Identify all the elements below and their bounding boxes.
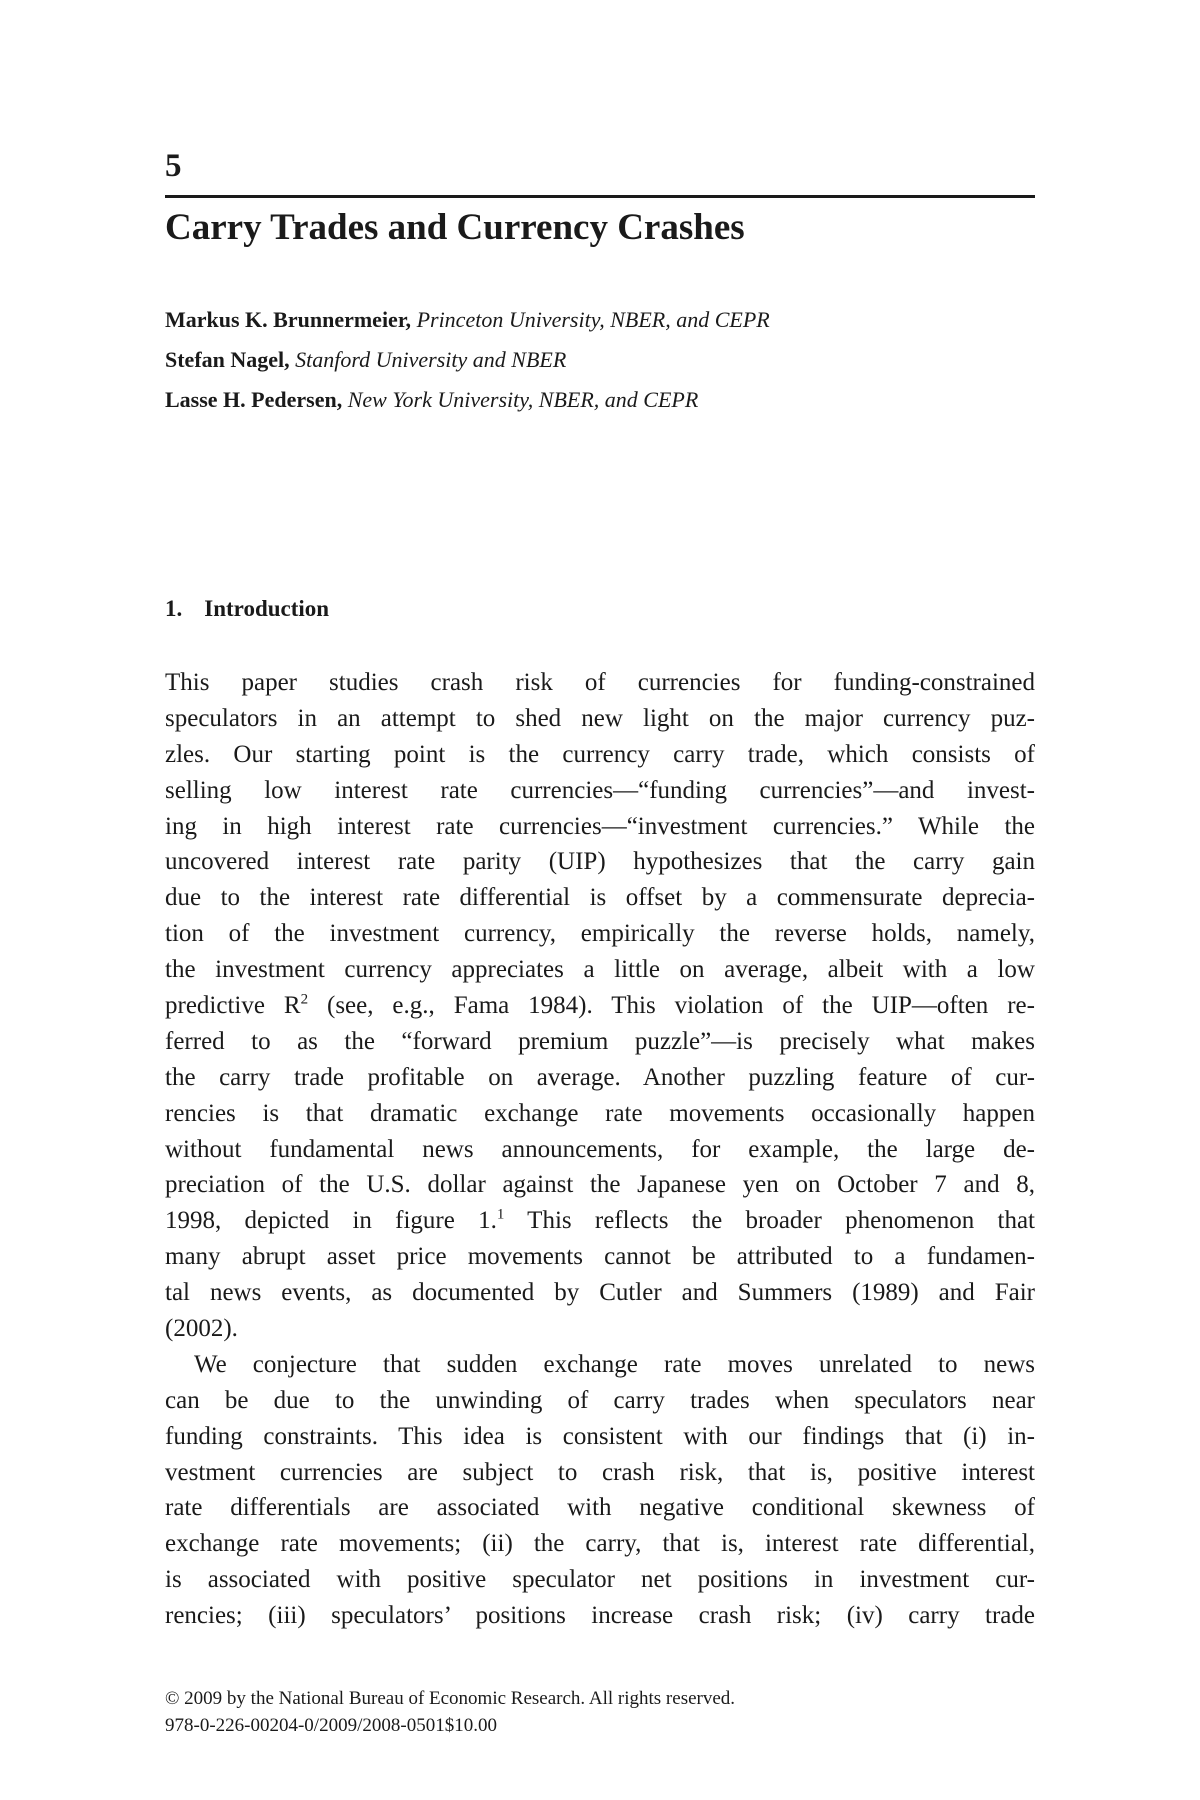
text-line: speculators in an attempt to shed new light on the major currency puz- bbox=[165, 704, 1035, 732]
text-fragment: This reflects the broader phenomenon that bbox=[504, 1207, 1035, 1235]
text-line: preciation of the U.S. dollar against the Japanese yen on October 7 and 8, bbox=[165, 1171, 1035, 1199]
text-line: This paper studies crash risk of currencies for funding-constrained bbox=[165, 669, 1035, 696]
author-name: Stefan Nagel, bbox=[165, 347, 290, 372]
text-line: many abrupt asset price movements cannot be attributed to a fundamen- bbox=[165, 1243, 1035, 1271]
text-line: the carry trade profitable on average. Another puzzling feature of cur- bbox=[165, 1063, 1035, 1091]
text-line bbox=[165, 988, 1035, 1024]
text-line: We conjecture that sudden exchange rate moves unrelated to news bbox=[194, 1350, 1035, 1378]
copyright-notice: © 2009 by the National Bureau of Economic Research. All rights reserved. bbox=[165, 1688, 736, 1709]
author-name: Markus K. Brunnermeier, bbox=[165, 307, 412, 332]
author-affiliation: New York University, NBER, and CEPR bbox=[347, 387, 699, 412]
text-line: uncovered interest rate parity (UIP) hypothesizes that the carry gain bbox=[165, 848, 1035, 876]
text-line: zles. Our starting point is the currency carry trade, which consists of bbox=[165, 740, 1035, 768]
isbn-line: 978-0-226-00204-0/2009/2008-0501$10.00 bbox=[165, 1715, 497, 1736]
text-line: rencies is that dramatic exchange rate movements occasionally happen bbox=[165, 1099, 1035, 1127]
chapter-title: Carry Trades and Currency Crashes bbox=[165, 207, 745, 248]
section-heading bbox=[165, 596, 329, 622]
text-fragment: 1998, depicted in figure 1. bbox=[165, 1207, 497, 1235]
text-line: exchange rate movements; (ii) the carry, that is, interest rate differential, bbox=[165, 1530, 1035, 1558]
author-list bbox=[165, 300, 1035, 420]
book-page bbox=[165, 0, 1035, 1800]
section-title: Introduction bbox=[204, 596, 330, 621]
text-line: ferred to as the “forward premium puzzle”—is precisely what makes bbox=[165, 1027, 1035, 1055]
body-text bbox=[165, 665, 1035, 1634]
text-line: rate differentials are associated with negative conditional skewness of bbox=[165, 1494, 1035, 1522]
text-line: vestment currencies are subject to crash risk, that is, positive interest bbox=[165, 1458, 1035, 1486]
author-entry bbox=[165, 340, 1035, 380]
text-line: can be due to the unwinding of carry trades when speculators near bbox=[165, 1386, 1035, 1414]
text-line: rencies; (iii) speculators’ positions increase crash risk; (iv) carry trade bbox=[165, 1602, 1035, 1630]
footnote-marker[interactable]: 1 bbox=[496, 1207, 505, 1224]
text-line: tal news events, as documented by Cutler and Summers (1989) and Fair bbox=[165, 1279, 1035, 1307]
text-line: without fundamental news announcements, for example, the large de- bbox=[165, 1135, 1035, 1163]
section-number: 1. bbox=[165, 596, 183, 621]
text-line: is associated with positive speculator net positions in investment cur- bbox=[165, 1566, 1035, 1594]
text-line: ing in high interest rate currencies—“investment currencies.” While the bbox=[165, 812, 1035, 840]
author-entry bbox=[165, 300, 1035, 340]
author-name: Lasse H. Pedersen, bbox=[165, 387, 343, 412]
page-footer bbox=[165, 1685, 1035, 1739]
author-affiliation: Princeton University, NBER, and CEPR bbox=[416, 307, 770, 332]
author-affiliation: Stanford University and NBER bbox=[295, 347, 567, 372]
paragraph-1 bbox=[165, 665, 1035, 1347]
superscript-exponent: 2 bbox=[300, 991, 309, 1008]
text-line: selling low interest rate currencies—“funding currencies”—and invest- bbox=[165, 776, 1035, 804]
text-fragment: predictive R bbox=[165, 992, 301, 1020]
text-line bbox=[165, 1203, 1035, 1239]
text-line: (2002). bbox=[165, 1315, 238, 1343]
paragraph-2 bbox=[165, 1347, 1035, 1634]
author-entry bbox=[165, 380, 1035, 420]
text-fragment: (see, e.g., Fama 1984). This violation of the UIP—often re- bbox=[308, 992, 1035, 1020]
text-line: tion of the investment currency, empirically the reverse holds, namely, bbox=[165, 920, 1035, 948]
chapter-number: 5 bbox=[165, 148, 182, 184]
text-line: funding constraints. This idea is consistent with our findings that (i) in- bbox=[165, 1422, 1035, 1450]
text-line: the investment currency appreciates a little on average, albeit with a low bbox=[165, 956, 1035, 984]
title-rule bbox=[165, 195, 1035, 198]
text-line: due to the interest rate differential is offset by a commensurate deprecia- bbox=[165, 884, 1035, 912]
